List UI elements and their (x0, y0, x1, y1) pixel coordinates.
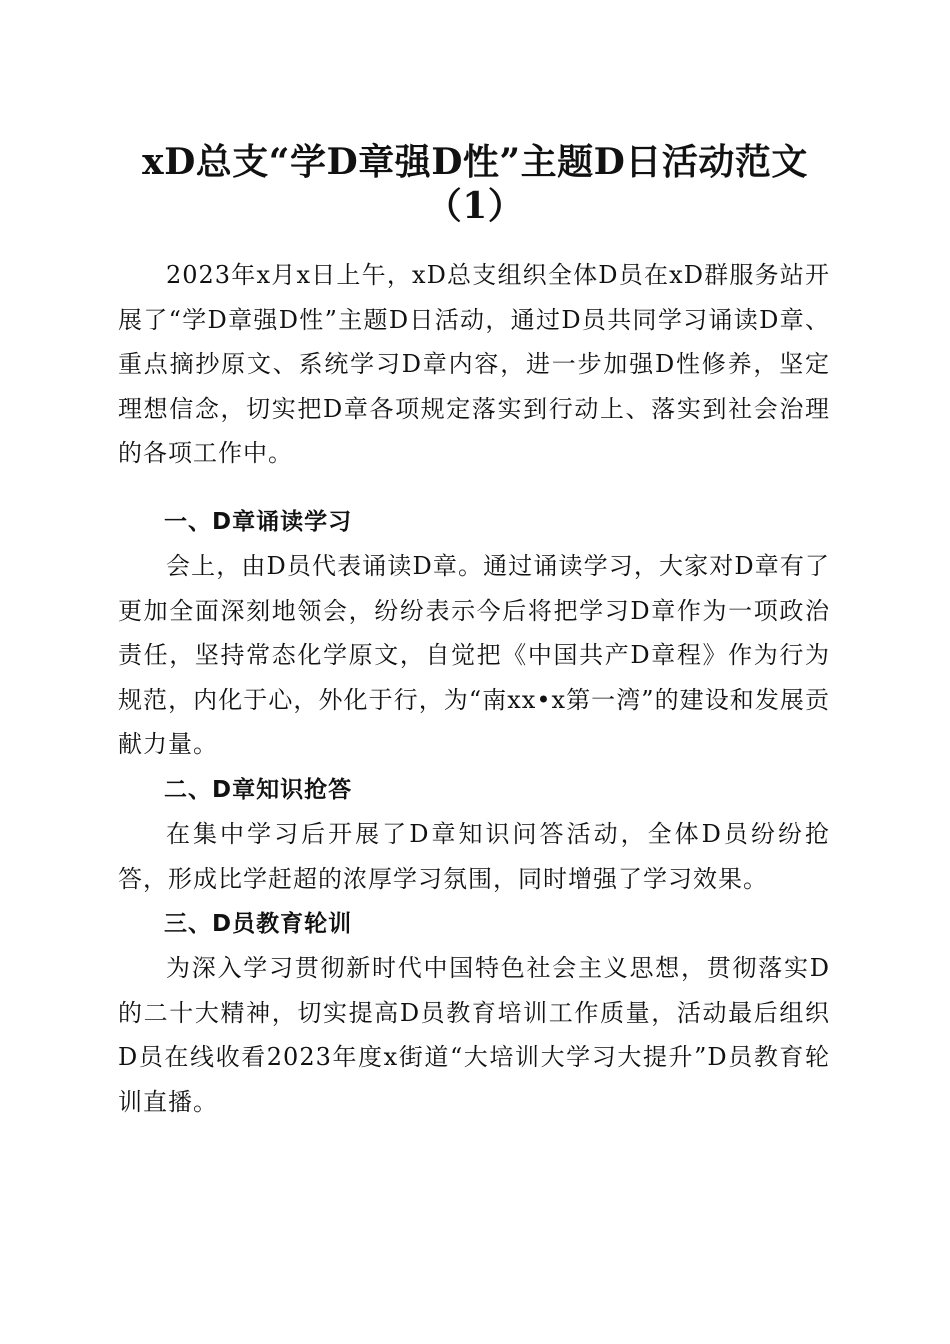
section-body-1: 会上，由D员代表诵读D章。通过诵读学习，大家对D章有了更加全面深刻地领会，纷纷表示今后将把学习D章作为一项政治责任，坚持常态化学原文，自觉把《中国共产D章程》作为行为规范，内化于心，外化于行，为“南xx•x第一湾”的建设和发展贡献力量。 (118, 552, 830, 758)
section-heading-1: 一、D章诵读学习 (164, 509, 353, 535)
section-body-3: 为深入学习贯彻新时代中国特色社会主义思想，贯彻落实D的二十大精神，切实提高D员教育培训工作质量，活动最后组织D员在线收看2023年度x街道“大培训大学习大提升”D员教育轮训直播。 (118, 954, 830, 1116)
section-heading-2: 二、D章知识抢答 (164, 777, 353, 803)
document-title: xD总支“学D章强D性”主题D日活动范文 (142, 141, 808, 183)
section-heading-3: 三、D员教育轮训 (164, 911, 353, 937)
intro-paragraph: 2023年x月x日上午，xD总支组织全体D员在xD群服务站开展了“学D章强D性”主题D日活动，通过D员共同学习诵读D章、重点摘抄原文、系统学习D章内容，进一步加强D性修养，坚定理想信念，切实把D章各项规定落实到行动上、落实到社会治理的各项工作中。 (118, 261, 830, 467)
document-title-suffix: （1） (425, 185, 525, 227)
section-body-2: 在集中学习后开展了D章知识问答活动，全体D员纷纷抢答，形成比学赶超的浓厚学习氛围，同时增强了学习效果。 (118, 820, 830, 893)
